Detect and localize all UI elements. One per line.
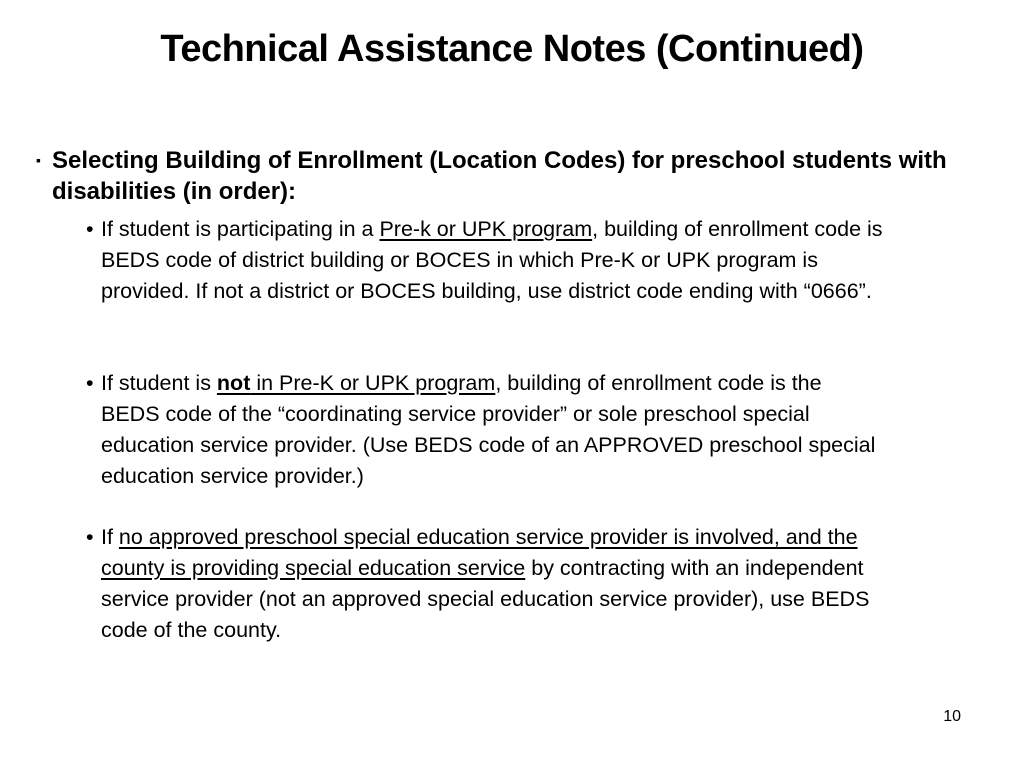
underlined-text: no approved preschool special education service provider is involved, and the county is providing special education service [101,525,858,580]
sub-bullet-text: , building of enrollment code is the BEDS code of the “coordinating service provider” or sole preschool special education service provider. (Use BEDS code of an APPROVED preschool special education service provider.) [101,371,876,488]
sub-bullet-prek [86,214,886,307]
sub-bullet-text: by contracting with an independent service provider (not an approved special education service provider), use BEDS code of the county. [101,556,870,642]
sub-bullet-text: If student is participating in a [101,217,380,241]
sub-bullet-body [86,214,886,307]
main-bullet-text: Selecting Building of Enrollment (Location Codes) for preschool students with disabilities (in order): [52,147,947,205]
sub-bullet-text: , building of enrollment code is BEDS code of district building or BOCES in which Pre-K or UPK program is provided. If not a district or BOCES building, use district code ending with “0666”. [101,217,883,303]
sub-bullet-text: If student is [101,371,217,395]
sub-bullet-text: If [101,525,119,549]
bullet-dot-icon: • [86,525,94,549]
sub-bullet-county [86,522,886,646]
sub-bullet-not-prek [86,368,886,492]
underlined-text: in Pre-K or UPK program [250,371,496,395]
main-bullet [36,145,956,207]
sub-bullet-body [86,368,886,492]
sub-bullet-body [86,522,886,646]
emphasis-text: not [216,371,251,395]
bullet-dot-icon: • [86,371,94,395]
bullet-dot-icon: • [86,217,94,241]
square-bullet-icon: ▪ [36,152,41,168]
slide-title: Technical Assistance Notes (Continued) [160,28,864,70]
underlined-text: Pre-k or UPK program [379,217,593,241]
page-number: 10 [943,708,961,725]
